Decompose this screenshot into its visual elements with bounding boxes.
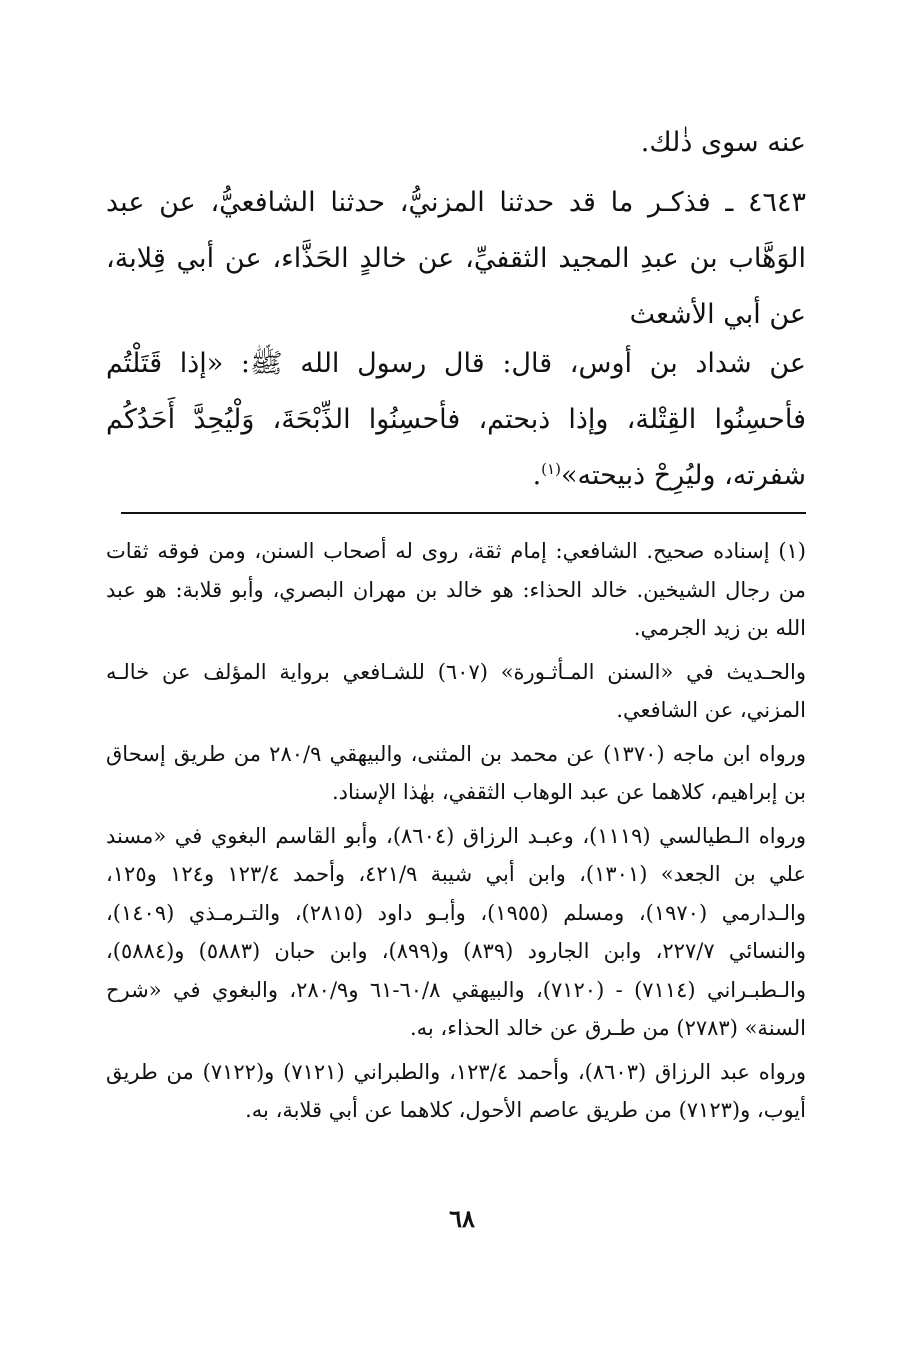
footnote-other-sources: ورواه الـطيالسي (١١١٩)، وعبـد الرزاق (٨٦٠٤)، وأبو القاسم البغوي في «مسند علي بن الجعد» (١٣٠١)، وابن أبي شيبة ٤٢١/٩، وأحمد ١٢٣/٤ و١٢٤ و١٢٥، والـدارمي (١٩٧٠)، ومسلم (١٩٥٥)، وأبـو داود (٢٨١٥)، والتـرمـذي (١٤٠٩)، والنسائي ٢٢٧/٧، وابن الجارود (٨٣٩) و(٨٩٩)، وابن حبان (٥٨٨٣) و(٥٨٨٤)، والـطبـراني (٧١١٤) - (٧١٢٠)، والبيهقي ٦٠/٨-٦١ و٢٨٠/٩، والبغوي في «شرح السنة» (٢٧٨٣) من طـرق عن خالد الحذاء، به. [106, 823, 807, 1040]
isnad-text: ـ فذكـر ما قد حدثنا المزنيُّ، حدثنا الشافعيُّ، عن عبد الوَهَّاب بن عبدِ المجيد الثقفيِّ، عن خالدٍ الحَذَّاء، عن أبي قِلابة، عن أبي الأشعث [106, 187, 806, 330]
matn-text: عن شداد بن أوس، قال: قال رسول الله ﷺ: «إذا قَتَلْتُم فأحسِنُوا القِتْلة، وإذا ذبحتم، فأحسِنُوا الذِّبْحَةَ، وَلْيُحِدَّ أَحَدُكُم شفرته، وليُرِحْ ذبيحته» [106, 348, 806, 491]
hadith-number: ٤٦٤٣ [747, 187, 806, 218]
footnote-separator [121, 512, 806, 514]
hadith-matn-paragraph [106, 336, 806, 504]
continuation-text: عنه سوى ذٰلك. [640, 127, 806, 158]
footnote-reference[interactable]: (١) [541, 460, 561, 478]
hadith-isnad-paragraph [106, 175, 806, 343]
footnote-ibn-majah: ورواه ابن ماجه (١٣٧٠) عن محمد بن المثنى، والبيهقي ٢٨٠/٩ من طريق إسحاق بن إبراهيم، كلاهما عن عبد الوهاب الثقفي، بهٰذا الإسناد. [106, 741, 806, 804]
footnote-grading: (١) إسناده صحيح. الشافعي: إمام ثقة، روى له أصحاب السنن، ومن فوقه ثقات من رجال الشيخين. خالد الحذاء: هو خالد بن مهران البصري، وأبو قلابة: هو عبد الله بن زيد الجرمي. [106, 539, 806, 640]
end-mark: . [532, 460, 542, 491]
footnote-source: والحـديث في «السنن المـأثـورة» (٦٠٧) للشـافعي برواية المؤلف عن خالـه المزني، عن الشافعي. [106, 659, 807, 722]
footnotes-section [106, 532, 806, 1135]
page-number: ٦٨ [449, 1204, 475, 1233]
footnote-abd-al-razzaq: ورواه عبد الرزاق (٨٦٠٣)، وأحمد ١٢٣/٤، والطبراني (٧١٢١) و(٧١٢٢) من طريق أيوب، و(٧١٢٣) من طريق عاصم الأحول، كلاهما عن أبي قلابة، به. [106, 1059, 807, 1122]
continuation-line [106, 115, 806, 171]
